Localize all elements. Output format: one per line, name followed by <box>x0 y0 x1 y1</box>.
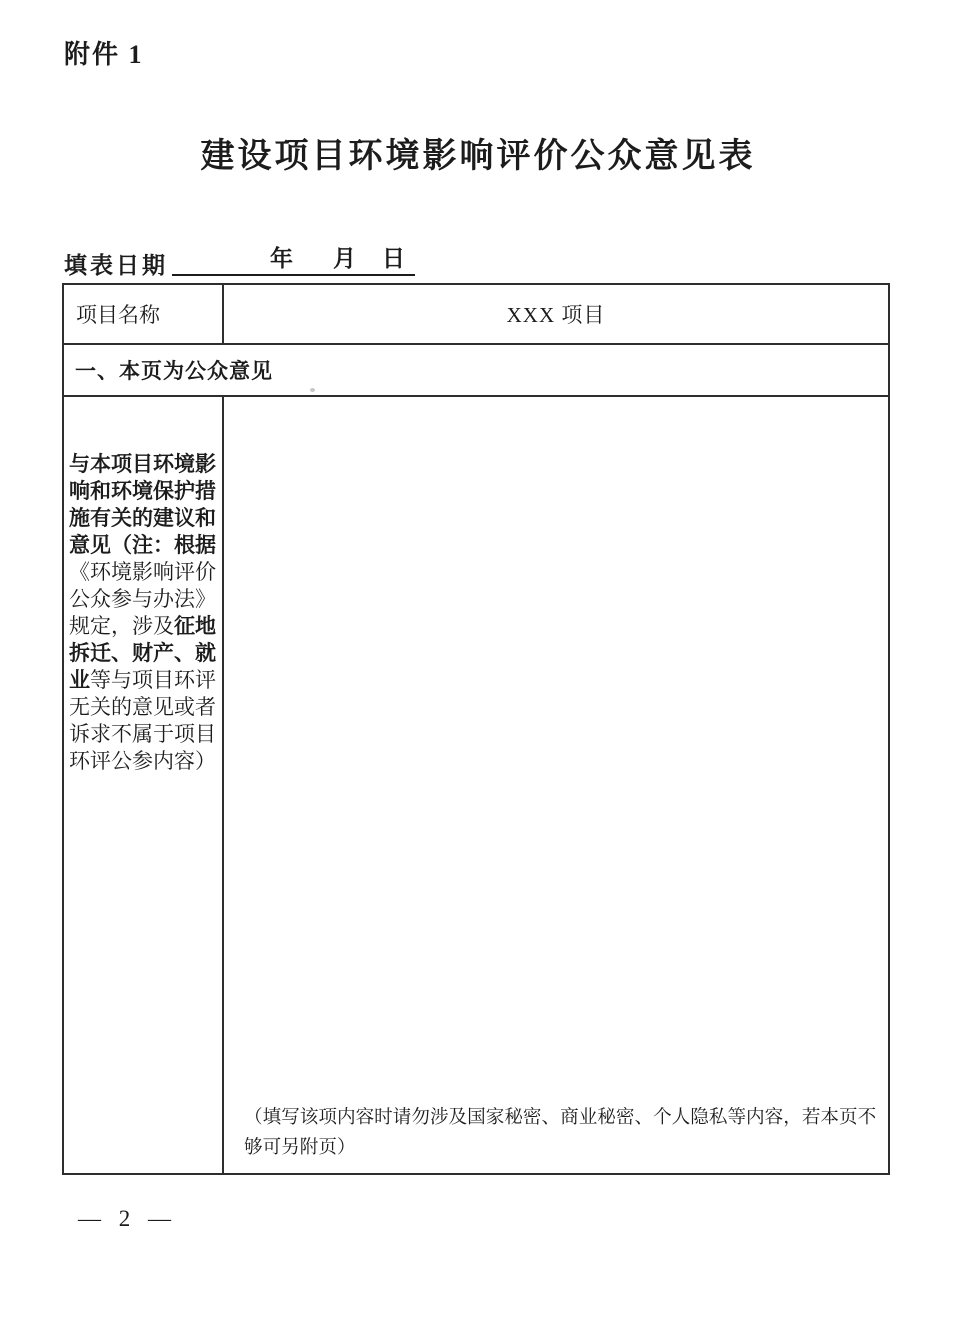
opinion-label-seg-4: 等与项目环评无关的意见或者诉求不属于项目环评公参内容） <box>69 668 216 773</box>
project-name-label: 项目名称 <box>76 303 160 327</box>
form-table <box>62 283 890 1175</box>
opinion-blank-area <box>224 397 888 1103</box>
date-day-label: 日 <box>382 246 405 271</box>
opinion-label <box>64 397 222 775</box>
opinion-label-seg-2: 《环境影响评价公众参与办法》规定，涉及 <box>69 560 216 638</box>
date-end-blank <box>405 272 415 273</box>
fill-date-blank <box>172 240 415 276</box>
fill-date-line <box>64 240 415 280</box>
date-year-blank <box>172 272 270 273</box>
scan-artifact-dot <box>310 388 315 392</box>
opinion-content-cell <box>224 397 888 1173</box>
project-name-row <box>64 285 888 343</box>
opinion-label-cell <box>64 397 224 1173</box>
opinion-label-seg-1: 与本项目环境影响和环境保护措施有关的建议和意见（注：根据 <box>69 452 216 557</box>
section-header: 一、本页为公众意见 <box>75 359 273 383</box>
attachment-label: 附件 1 <box>64 40 144 69</box>
project-name-value: XXX 项目 <box>506 303 606 327</box>
date-month-blank <box>293 272 333 273</box>
date-year-label: 年 <box>270 246 293 271</box>
project-name-value-cell <box>224 285 888 343</box>
form-title: 建设项目环境影响评价公众意见表 <box>200 138 756 175</box>
date-month-label: 月 <box>333 246 356 271</box>
opinion-note: （填写该项内容时请勿涉及国家秘密、商业秘密、个人隐私等内容，若本页不够可另附页） <box>244 1107 877 1158</box>
page-number: — 2 — <box>78 1206 173 1231</box>
section-header-row <box>64 343 888 395</box>
opinion-label-seg-3: 征地拆迁、财产、就业 <box>69 614 216 692</box>
date-day-blank <box>356 272 382 273</box>
fill-date-label: 填表日期 <box>64 253 168 278</box>
opinion-row <box>64 395 888 1173</box>
project-name-label-cell <box>64 285 224 343</box>
